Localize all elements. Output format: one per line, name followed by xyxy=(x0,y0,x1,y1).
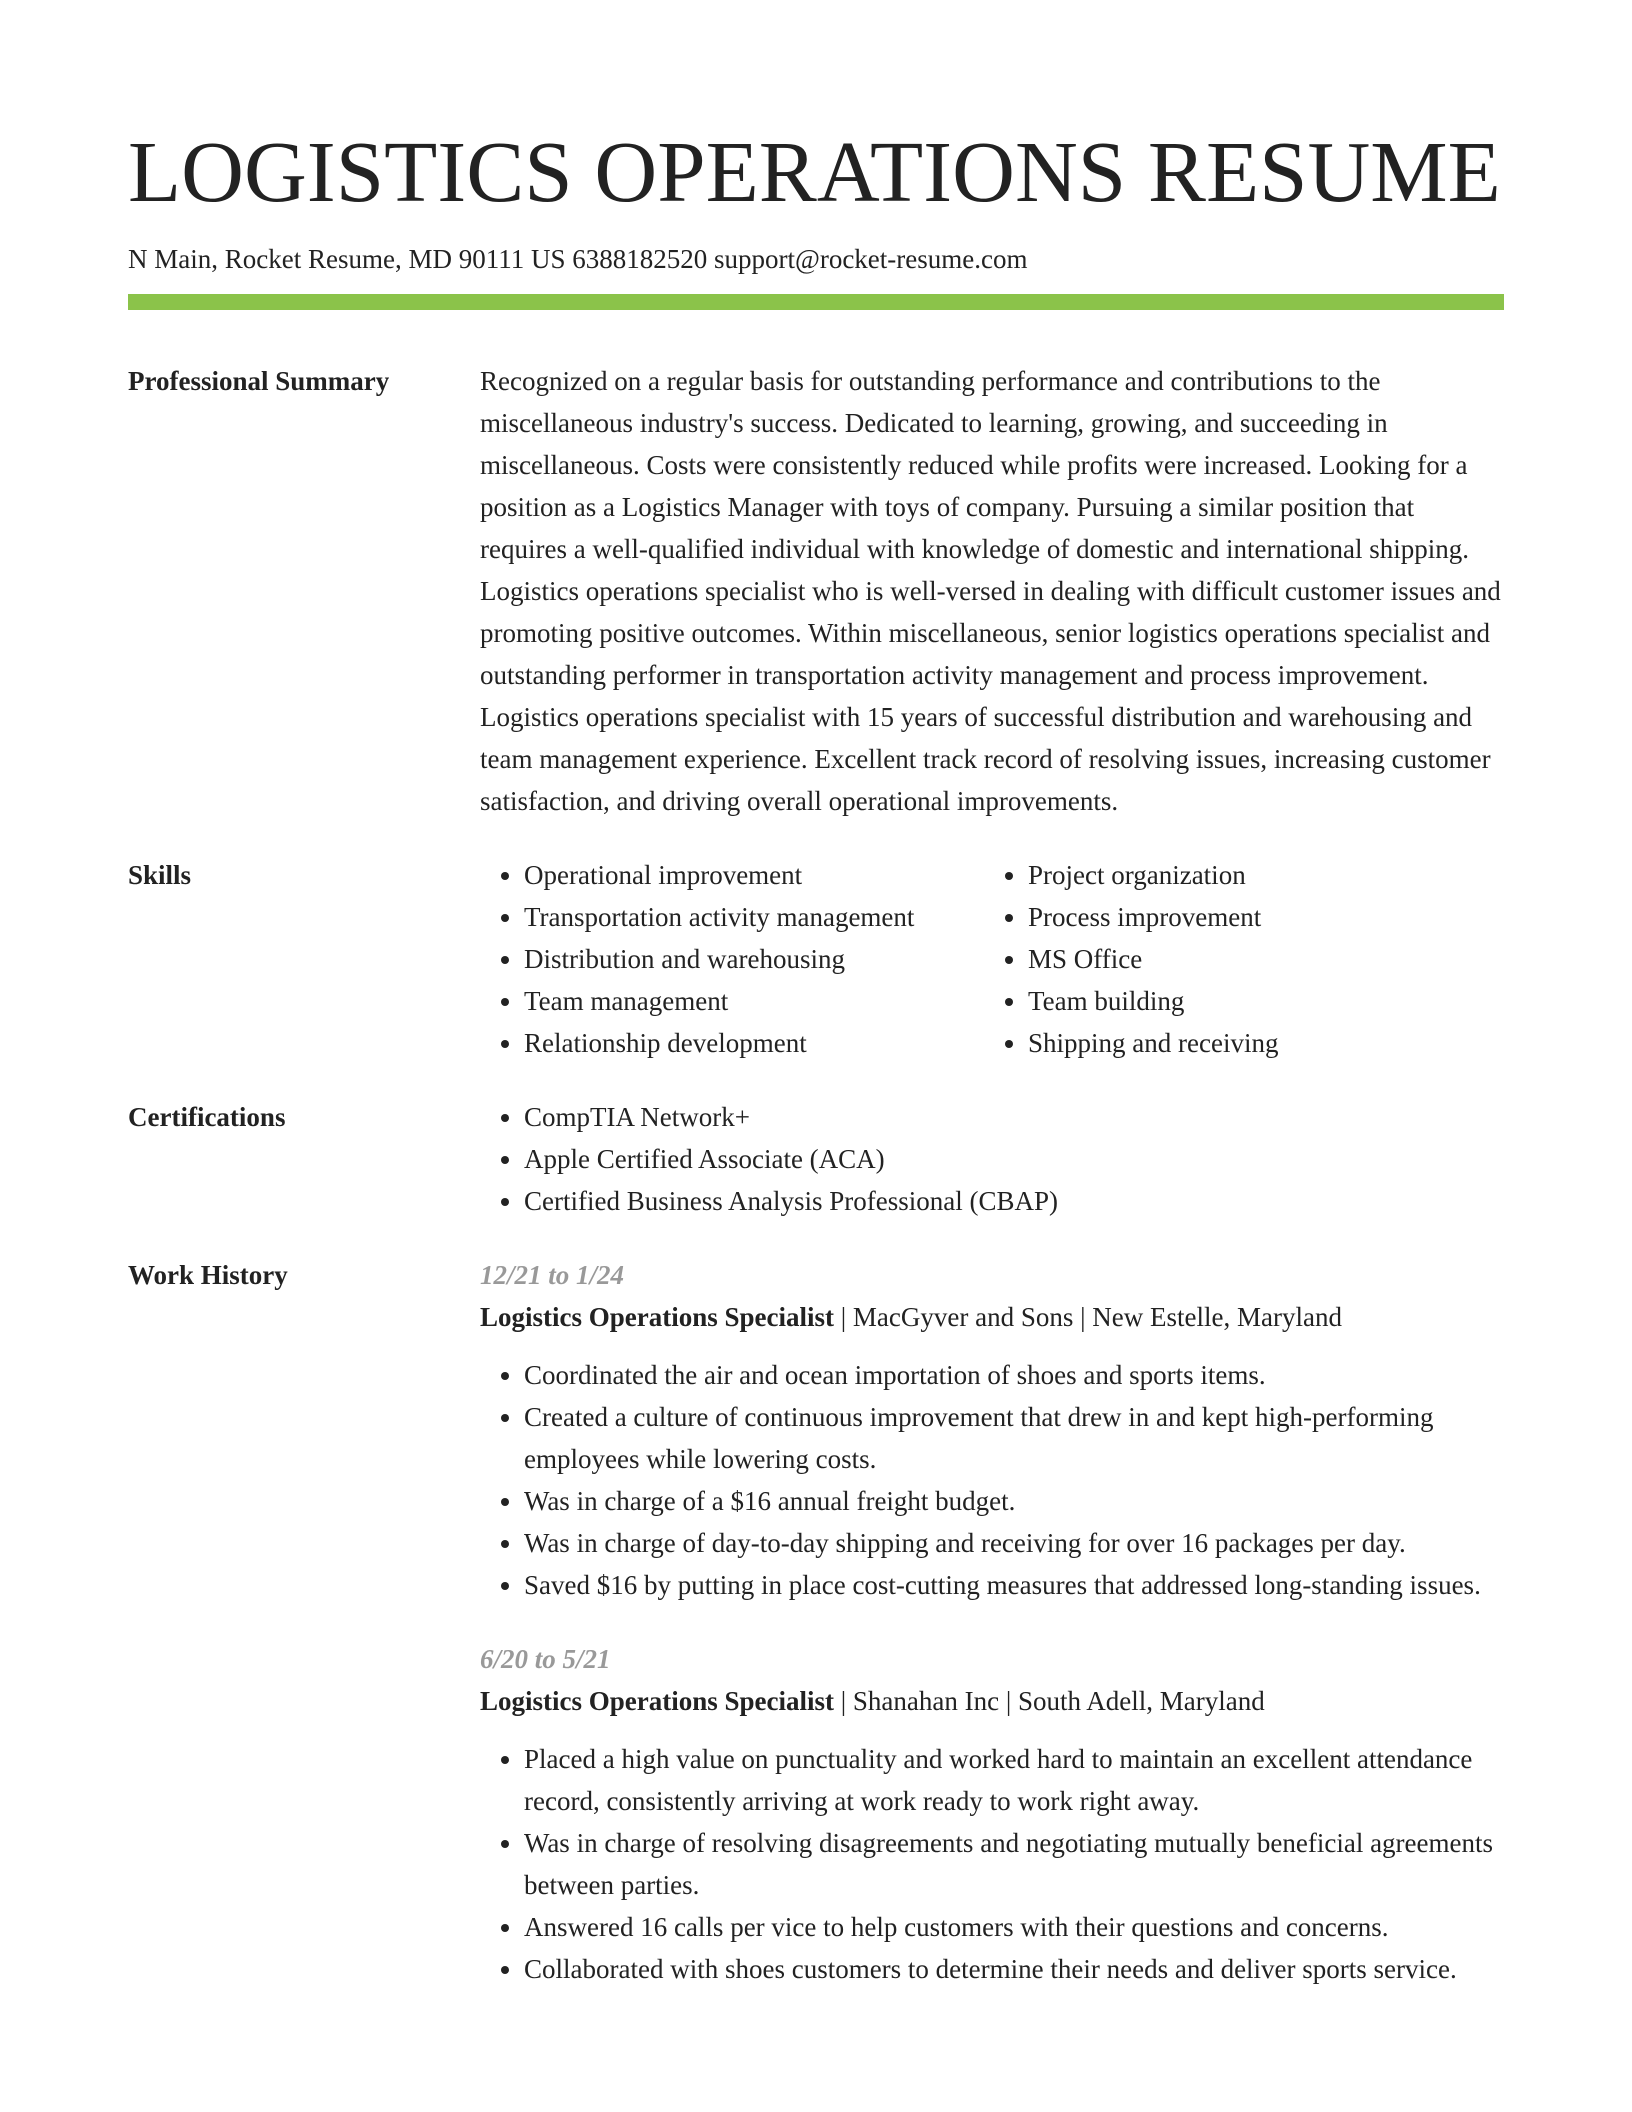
job-bullet: • Answered 16 calls per vice to help customers with their questions and concerns. xyxy=(524,1906,1504,1948)
summary-label: Professional Summary xyxy=(128,366,390,396)
skills-list-right xyxy=(984,854,1504,1064)
job-dates: 6/20 to 5/21 xyxy=(480,1644,611,1674)
certifications-label: Certifications xyxy=(128,1102,286,1132)
job-bullet: • Placed a high value on punctuality and worked hard to maintain an excellent attendance record, consistently arriving at work ready to work right away. xyxy=(524,1738,1504,1822)
job-details: | MacGyver and Sons | New Estelle, Maryland xyxy=(834,1302,1342,1332)
job-bullets xyxy=(480,1354,1504,1606)
certifications-section xyxy=(128,1096,1504,1222)
skills-list-left xyxy=(480,854,984,1064)
resume-title: LOGISTICS OPERATIONS RESUME xyxy=(128,123,1501,220)
skill-item: • Operational improvement xyxy=(524,854,984,896)
job-entry xyxy=(480,1638,1504,1990)
job-bullet: • Was in charge of a $16 annual freight budget. xyxy=(524,1480,1504,1522)
job-bullet: • Was in charge of day-to-day shipping and receiving for over 16 packages per day. xyxy=(524,1522,1504,1564)
job-heading xyxy=(480,1680,1504,1722)
job-title: Logistics Operations Specialist xyxy=(480,1302,835,1332)
skills-label: Skills xyxy=(128,860,192,890)
skill-item: • Distribution and warehousing xyxy=(524,938,984,980)
accent-divider xyxy=(128,294,1504,310)
skill-item: • Team building xyxy=(1028,980,1504,1022)
job-bullet: • Collaborated with shoes customers to determine their needs and deliver sports service. xyxy=(524,1948,1504,1990)
skills-section xyxy=(128,854,1504,1064)
job-dates: 12/21 to 1/24 xyxy=(480,1260,625,1290)
skill-item: • Transportation activity management xyxy=(524,896,984,938)
skill-item: • Shipping and receiving xyxy=(1028,1022,1504,1064)
skill-item: • Process improvement xyxy=(1028,896,1504,938)
job-bullets xyxy=(480,1738,1504,1990)
skill-item: • Project organization xyxy=(1028,854,1504,896)
skill-item: • Relationship development xyxy=(524,1022,984,1064)
work-history-label: Work History xyxy=(128,1260,288,1290)
job-heading xyxy=(480,1296,1504,1338)
job-title: Logistics Operations Specialist xyxy=(480,1686,835,1716)
job-entry xyxy=(480,1254,1504,1606)
skill-item: • MS Office xyxy=(1028,938,1504,980)
job-bullet: • Was in charge of resolving disagreements and negotiating mutually beneficial agreements between parties. xyxy=(524,1822,1504,1906)
job-details: | Shanahan Inc | South Adell, Maryland xyxy=(834,1686,1265,1716)
certifications-list xyxy=(480,1096,1504,1222)
certification-item: • Certified Business Analysis Professional (CBAP) xyxy=(524,1180,1504,1222)
contact-line: N Main, Rocket Resume, MD 90111 US 6388182520 support@rocket-resume.com xyxy=(128,244,1028,274)
resume-page xyxy=(128,0,1504,2022)
skill-item: • Team management xyxy=(524,980,984,1022)
certification-item: • Apple Certified Associate (ACA) xyxy=(524,1138,1504,1180)
summary-section xyxy=(128,360,1504,822)
work-history-section xyxy=(128,1254,1504,2022)
job-bullet: • Created a culture of continuous improvement that drew in and kept high-performing employees while lowering costs. xyxy=(524,1396,1504,1480)
job-bullet: • Saved $16 by putting in place cost-cutting measures that addressed long-standing issues. xyxy=(524,1564,1504,1606)
summary-text: Recognized on a regular basis for outstanding performance and contributions to the miscellaneous industry's success. Dedicated to learning, growing, and succeeding in miscellaneous. Costs were consistently reduced while profits were increased. Looking for a position as a Logistics Manager with toys of company. Pursuing a similar position that requires a well-qualified individual with knowledge of domestic and international shipping. Logistics operations specialist who is well-versed in dealing with difficult customer issues and promoting positive outcomes. Within miscellaneous, senior logistics operations specialist and outstanding performer in transportation activity management and process improvement. Logistics operations specialist with 15 years of successful distribution and warehousing and team management experience. Excellent track record of resolving issues, increasing customer satisfaction, and driving overall operational improvements. xyxy=(480,366,1501,816)
certification-item: • CompTIA Network+ xyxy=(524,1096,1504,1138)
job-bullet: • Coordinated the air and ocean importation of shoes and sports items. xyxy=(524,1354,1504,1396)
